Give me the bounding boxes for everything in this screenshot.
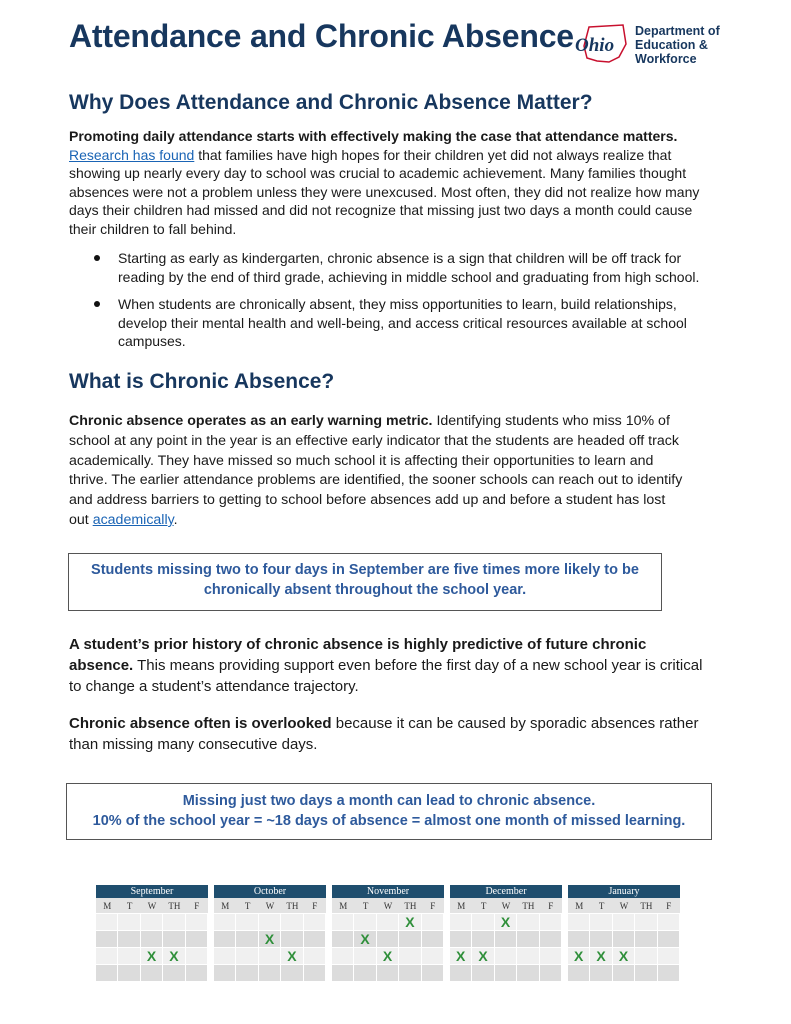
prior-history-text: This means providing support even before the first day of a new school year is critical to change a student’s attendance trajectory. xyxy=(69,657,703,695)
absence-mark-icon: X xyxy=(495,914,517,931)
calendar-day-cell xyxy=(332,914,354,931)
calendar-day-cell xyxy=(658,931,680,947)
calendar-day-cell xyxy=(141,931,163,947)
weekday-label: T xyxy=(244,901,251,911)
calendar-week-row xyxy=(450,948,562,965)
weekday-label: W xyxy=(501,901,511,911)
month-name: November xyxy=(332,885,444,898)
calendar-day-cell xyxy=(304,914,326,930)
month-name: January xyxy=(568,885,680,898)
calendar-day-cell xyxy=(163,914,185,930)
calendar-day-cell xyxy=(214,965,236,981)
weekday-label: T xyxy=(126,901,133,911)
absence-mark-icon: X xyxy=(281,948,303,965)
calendar-day-cell xyxy=(214,914,236,930)
absence-mark-icon: X xyxy=(590,948,612,965)
weekday-header xyxy=(96,898,208,914)
september-callout-text: Students missing two to four days in September are five times more likely to be chronically absent throughout the school year. xyxy=(91,562,639,598)
calendar-week-row xyxy=(568,931,680,948)
calendar-day-cell xyxy=(540,948,562,965)
weekday-label: T xyxy=(598,901,605,911)
calendar-day-cell xyxy=(613,914,635,930)
calendar-day-cell xyxy=(450,965,472,981)
calendar-day-cell xyxy=(472,965,494,981)
absence-mark-icon: X xyxy=(472,948,494,965)
calendar-day-cell xyxy=(495,965,517,981)
calendar-day-cell xyxy=(590,931,612,947)
month-calendar xyxy=(332,885,444,982)
calendar-week-row xyxy=(568,948,680,965)
calendar-day-cell xyxy=(658,965,680,981)
absence-mark-icon: X xyxy=(399,914,421,931)
weekday-label: TH xyxy=(522,901,535,911)
calendar-day-cell xyxy=(96,965,118,981)
calendar-day-cell xyxy=(472,914,494,931)
intro-paragraph xyxy=(69,127,709,239)
calendar-day-cell xyxy=(141,914,163,930)
page-title: Attendance and Chronic Absence xyxy=(69,18,574,54)
calendar-day-cell xyxy=(377,914,399,931)
calendar-day-cell xyxy=(517,914,539,931)
bullet-list xyxy=(118,249,708,360)
calendar-day-cell xyxy=(259,965,281,981)
calendar-day-cell xyxy=(354,948,376,965)
weekday-header xyxy=(332,898,444,914)
calendar-day-cell xyxy=(658,914,680,930)
calendar-day-cell xyxy=(214,931,236,948)
calendar-day-cell xyxy=(517,948,539,965)
calendar-day-cell xyxy=(450,931,472,947)
logo-line-3: Workforce xyxy=(635,52,697,66)
absence-mark-icon: X xyxy=(568,948,590,965)
logo-line-1: Department of xyxy=(635,24,720,38)
calendar-day-cell xyxy=(495,948,517,965)
calendar-day-cell xyxy=(495,931,517,947)
calendar-day-cell xyxy=(422,948,444,965)
calendar-day-cell xyxy=(635,948,657,965)
overlooked-bold: Chronic absence often is overlooked xyxy=(69,715,332,732)
intro-text: that families have high hopes for their children yet did not always realize that showing up nearly every day to school was crucial to academic achievement. Many families thought absences were not a problem unless they were unexcused. Most often, they did not realize how many days their children had missed and did not recognize that missing just two days a month could cause their children to fall behind. xyxy=(69,146,700,237)
calendar-day-cell xyxy=(304,965,326,981)
calendar-day-cell xyxy=(399,965,421,981)
calendar-day-cell xyxy=(635,931,657,947)
calendar-day-cell xyxy=(96,931,118,947)
calendar-day-cell xyxy=(635,914,657,930)
calendar-day-cell xyxy=(141,965,163,981)
calendar-day-cell xyxy=(281,965,303,981)
logo-text xyxy=(635,24,720,66)
absence-mark-icon: X xyxy=(354,931,376,948)
calendar-day-cell xyxy=(118,965,140,981)
calendar-day-cell xyxy=(613,965,635,981)
early-warning-paragraph xyxy=(69,412,684,531)
calendar-day-cell xyxy=(304,948,326,965)
calendar-week-row xyxy=(96,914,208,931)
two-days-callout xyxy=(66,783,712,840)
calendar-week-row xyxy=(214,965,326,982)
calendar-day-cell xyxy=(517,931,539,947)
calendar-day-cell xyxy=(163,931,185,947)
research-link[interactable]: Research has found xyxy=(69,146,195,163)
weekday-label: W xyxy=(383,901,393,911)
september-callout xyxy=(68,553,662,611)
weekday-label: M xyxy=(575,901,584,911)
overlooked-paragraph xyxy=(69,713,709,755)
period: . xyxy=(173,511,178,528)
calendar-day-cell xyxy=(590,965,612,981)
calendar-day-cell xyxy=(304,931,326,948)
absence-mark-icon: X xyxy=(141,948,163,965)
calendar-day-cell xyxy=(96,914,118,930)
calendar-week-row xyxy=(214,931,326,948)
calendar-day-cell xyxy=(281,914,303,930)
absence-mark-icon: X xyxy=(613,948,635,965)
overlooked-text: because it can be caused by sporadic absences rather than missing many consecutive days. xyxy=(69,715,699,753)
logo-line-2: Education & xyxy=(635,38,708,52)
calendar-day-cell xyxy=(118,948,140,965)
weekday-label: W xyxy=(147,901,157,911)
calendar-day-cell xyxy=(399,931,421,948)
calendar-day-cell xyxy=(450,914,472,931)
weekday-label: TH xyxy=(168,901,181,911)
calendar-day-cell xyxy=(118,914,140,930)
calendar-week-row xyxy=(214,914,326,931)
section-heading-why: Why Does Attendance and Chronic Absence Matter? xyxy=(69,91,593,114)
calendar-day-cell xyxy=(186,931,208,947)
calendar-day-cell xyxy=(540,965,562,981)
calendar-day-cell xyxy=(186,965,208,981)
calendar-day-cell xyxy=(399,948,421,965)
calendar-week-row xyxy=(450,931,562,948)
calendar-week-row xyxy=(332,948,444,965)
calendar-week-row xyxy=(332,931,444,948)
calendar-day-cell xyxy=(332,948,354,965)
month-name: September xyxy=(96,885,208,898)
calendar-week-row xyxy=(96,965,208,982)
calendar-day-cell xyxy=(259,948,281,965)
early-warning-bold: Chronic absence operates as an early warning metric. xyxy=(69,413,433,429)
month-name: December xyxy=(450,885,562,898)
weekday-label: F xyxy=(312,901,318,911)
calendar-week-row xyxy=(96,931,208,948)
calendar-day-cell xyxy=(517,965,539,981)
calendar-day-cell xyxy=(332,965,354,981)
weekday-label: TH xyxy=(640,901,653,911)
calendar-week-row xyxy=(214,948,326,965)
calendar-day-cell xyxy=(214,948,236,965)
absence-mark-icon: X xyxy=(163,948,185,965)
ohio-state-icon xyxy=(573,24,631,66)
weekday-header xyxy=(568,898,680,914)
calendar-day-cell xyxy=(259,914,281,930)
absence-mark-icon: X xyxy=(377,948,399,965)
absence-mark-icon: X xyxy=(259,931,281,948)
calendar-day-cell xyxy=(281,931,303,948)
calendar-day-cell xyxy=(422,965,444,981)
calendar-day-cell xyxy=(186,914,208,930)
month-calendar xyxy=(568,885,680,982)
calendar-day-cell xyxy=(236,948,258,965)
month-calendar xyxy=(96,885,208,982)
weekday-label: M xyxy=(103,901,112,911)
calendar-day-cell xyxy=(568,965,590,981)
weekday-label: F xyxy=(666,901,672,911)
calendar-day-cell xyxy=(635,965,657,981)
calendar-week-row xyxy=(450,965,562,982)
calendar-day-cell xyxy=(186,948,208,965)
calendar-week-row xyxy=(568,965,680,982)
calendar-day-cell xyxy=(540,931,562,947)
calendar-day-cell xyxy=(163,965,185,981)
weekday-label: F xyxy=(430,901,436,911)
calendar-day-cell xyxy=(236,931,258,948)
weekday-label: TH xyxy=(404,901,417,911)
calendar-week-row xyxy=(332,965,444,982)
calendar-week-row xyxy=(96,948,208,965)
calendar-day-cell xyxy=(332,931,354,948)
bullet-item: Starting as early as kindergarten, chronic absence is a sign that children will be off track for reading by the end of third grade, achieving in middle school and graduating from high school. xyxy=(118,249,708,286)
calendar-day-cell xyxy=(568,931,590,947)
calendar-day-cell xyxy=(422,914,444,931)
calendar-week-row xyxy=(568,914,680,931)
calendar-day-cell xyxy=(568,914,590,930)
calendar-day-cell xyxy=(236,914,258,930)
calendar-day-cell xyxy=(118,931,140,947)
calendar-day-cell xyxy=(377,931,399,948)
calendar-day-cell xyxy=(590,914,612,930)
month-calendar xyxy=(214,885,326,982)
weekday-label: M xyxy=(221,901,230,911)
weekday-label: W xyxy=(619,901,629,911)
weekday-header xyxy=(450,898,562,914)
ohio-wordmark: Ohio xyxy=(575,35,615,56)
calendar-day-cell xyxy=(377,965,399,981)
academically-link[interactable]: academically xyxy=(92,511,174,528)
bullet-item: When students are chronically absent, they miss opportunities to learn, build relationships, develop their mental health and well-being, and access critical resources available at school campuses. xyxy=(118,295,708,351)
weekday-label: M xyxy=(339,901,348,911)
prior-history-bold: A student’s prior history of chronic absence is highly predictive of future chronic absence. xyxy=(69,636,647,674)
weekday-label: W xyxy=(265,901,275,911)
intro-bold: Promoting daily attendance starts with effectively making the case that attendance matters. xyxy=(69,128,678,144)
calendar-day-cell xyxy=(613,931,635,947)
weekday-label: TH xyxy=(286,901,299,911)
weekday-header xyxy=(214,898,326,914)
weekday-label: M xyxy=(457,901,466,911)
weekday-label: T xyxy=(362,901,369,911)
calendar-day-cell xyxy=(236,965,258,981)
early-warning-text: Identifying students who miss 10% of school at any point in the year is an effective early indicator that the students are headed off track academically. They have missed so much school it is affecting their opportunities to learn and thrive. The earlier attendance problems are identified, the sooner schools can reach out to identify and address barriers to getting to school before absences add up and before a student has lost out xyxy=(69,413,683,528)
weekday-label: F xyxy=(194,901,200,911)
calendar-week-row xyxy=(332,914,444,931)
month-calendar xyxy=(450,885,562,982)
calendar-day-cell xyxy=(540,914,562,931)
two-days-callout-line-1: Missing just two days a month can lead to chronic absence. xyxy=(182,793,596,809)
calendar-week-row xyxy=(450,914,562,931)
prior-history-paragraph xyxy=(69,634,709,697)
two-days-callout-line-2: 10% of the school year = ~18 days of absence = almost one month of missed learning. xyxy=(92,813,686,829)
absence-mark-icon: X xyxy=(450,948,472,965)
calendar-day-cell xyxy=(96,948,118,965)
calendar-day-cell xyxy=(658,948,680,965)
calendar-day-cell xyxy=(422,931,444,948)
month-name: October xyxy=(214,885,326,898)
section-heading-what: What is Chronic Absence? xyxy=(69,370,335,393)
weekday-label: T xyxy=(480,901,487,911)
calendar-day-cell xyxy=(354,965,376,981)
department-logo[interactable] xyxy=(573,22,753,68)
weekday-label: F xyxy=(548,901,554,911)
calendar-day-cell xyxy=(472,931,494,947)
calendar-day-cell xyxy=(354,914,376,931)
